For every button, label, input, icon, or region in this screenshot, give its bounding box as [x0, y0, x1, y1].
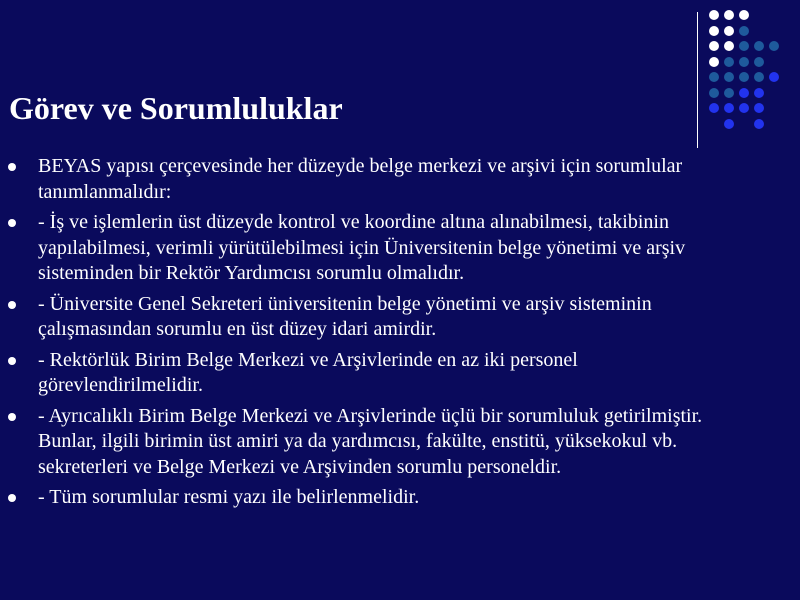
- bullet-text: BEYAS yapısı çerçevesinde her düzeyde belge merkezi ve arşivi için sorumlular tanımlanmalıdır:: [38, 155, 683, 203]
- decorative-dot: [769, 41, 779, 51]
- bullet-item: [8, 292, 708, 343]
- bullet-text: - Rektörlük Birim Belge Merkezi ve Arşivlerinde en az iki personel görevlendirilmelidir.: [38, 348, 578, 396]
- decorative-dot: [724, 103, 734, 113]
- decorative-dot: [754, 41, 764, 51]
- bullet-icon: [8, 163, 16, 171]
- decorative-dot: [754, 103, 764, 113]
- slide-title: Görev ve Sorumluluklar: [9, 90, 343, 126]
- bullet-text: - Üniversite Genel Sekreteri üniversitenin belge yönetimi ve arşiv sisteminin çalışmasından sorumlu en üst düzey idari amirdir.: [38, 292, 652, 340]
- bullet-item: [8, 404, 708, 481]
- decorative-dot-grid: [709, 10, 789, 130]
- decorative-dot: [709, 72, 719, 82]
- decorative-dot: [754, 72, 764, 82]
- decorative-dot: [724, 88, 734, 98]
- bullet-list: [8, 154, 708, 516]
- decorative-dot: [709, 41, 719, 51]
- bullet-icon: [8, 301, 16, 309]
- decorative-dot: [709, 57, 719, 67]
- bullet-text: - Ayrıcalıklı Birim Belge Merkezi ve Arşivlerinde üçlü bir sorumluluk getirilmiştir. Bunlar, ilgili birimin üst amiri ya da yardımcısı, fakülte, enstitü, yüksekokul vb. sekreterleri ve Belge Merkezi ve Arşivinden sorumlu personeldir.: [38, 404, 703, 478]
- decorative-dot: [709, 10, 719, 20]
- bullet-item: [8, 210, 708, 287]
- decorative-dot: [739, 103, 749, 113]
- decorative-dot: [754, 57, 764, 67]
- decorative-dot: [739, 10, 749, 20]
- decorative-dot: [709, 88, 719, 98]
- decorative-dot: [739, 57, 749, 67]
- decorative-dot: [739, 41, 749, 51]
- decorative-dot: [739, 72, 749, 82]
- decorative-dot: [724, 10, 734, 20]
- decorative-dot: [754, 88, 764, 98]
- bullet-item: [8, 348, 708, 399]
- decorative-divider: [697, 12, 698, 148]
- decorative-dot: [724, 119, 734, 129]
- decorative-dot: [724, 57, 734, 67]
- bullet-icon: [8, 494, 16, 502]
- bullet-icon: [8, 357, 16, 365]
- decorative-dot: [709, 26, 719, 36]
- bullet-text: - İş ve işlemlerin üst düzeyde kontrol ve koordine altına alınabilmesi, takibinin yapılabilmesi, verimli yürütülebilmesi için Üniversitenin belge yönetimi ve arşiv sisteminden bir Rektör Yardımcısı sorumlu olmalıdır.: [38, 211, 686, 284]
- bullet-text: - Tüm sorumlular resmi yazı ile belirlenmelidir.: [38, 486, 420, 508]
- decorative-dot: [724, 26, 734, 36]
- decorative-dot: [754, 119, 764, 129]
- bullet-icon: [8, 413, 16, 421]
- decorative-dot: [739, 26, 749, 36]
- decorative-dot: [769, 72, 779, 82]
- decorative-dot: [739, 88, 749, 98]
- decorative-dot: [724, 41, 734, 51]
- bullet-item: [8, 485, 708, 511]
- bullet-icon: [8, 219, 16, 227]
- decorative-dot: [724, 72, 734, 82]
- decorative-dot: [709, 103, 719, 113]
- bullet-item: [8, 154, 708, 205]
